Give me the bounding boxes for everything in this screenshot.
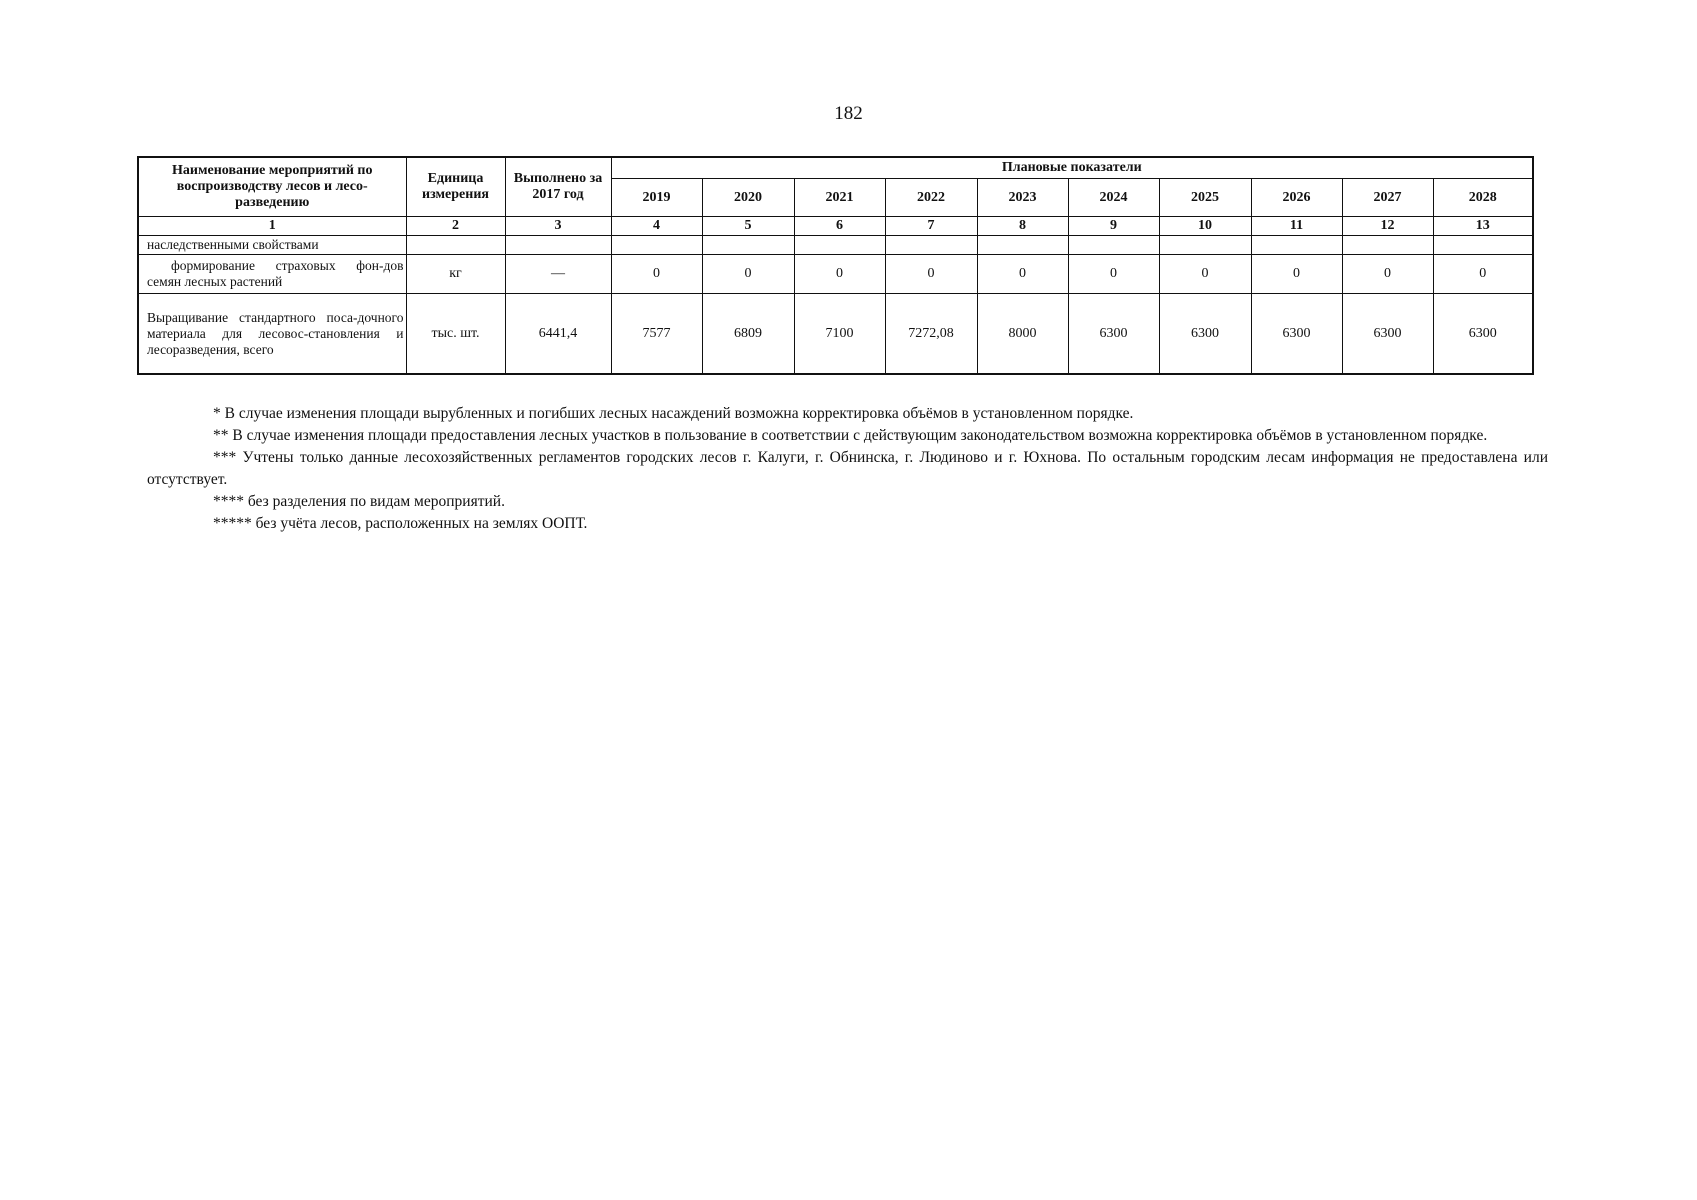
row-name: наследственными свойствами (138, 236, 406, 255)
row-value: 6809 (702, 294, 794, 375)
row-value: 0 (977, 255, 1068, 294)
column-number: 7 (885, 217, 977, 236)
header-plan: Плановые показатели (611, 157, 1533, 179)
footnote: ***** без учёта лесов, расположенных на землях ООПТ. (213, 515, 588, 532)
header-done-2017: Выполнено за 2017 год (505, 157, 611, 217)
row-value: 0 (885, 255, 977, 294)
header-year: 2024 (1068, 179, 1159, 217)
row-value: 6300 (1068, 294, 1159, 375)
header-year: 2021 (794, 179, 885, 217)
table-row (138, 236, 1533, 255)
header-year: 2019 (611, 179, 702, 217)
header-year: 2023 (977, 179, 1068, 217)
row-value: 7272,08 (885, 294, 977, 375)
row-value: 0 (1251, 255, 1342, 294)
row-value (702, 236, 794, 255)
column-number: 8 (977, 217, 1068, 236)
footnote: ** В случае изменения площади предоставления лесных участков в пользование в соответствии с действующим законодательством возможна корректировка объёмов в установленном порядке. (213, 427, 1488, 444)
header-year: 2026 (1251, 179, 1342, 217)
row-name: Выращивание стандартного поса-дочного материала для лесовос-становления и лесоразведения, всего (138, 294, 406, 375)
row-value: 0 (611, 255, 702, 294)
footnotes (147, 403, 1548, 535)
column-number: 12 (1342, 217, 1433, 236)
row-name: формирование страховых фон-дов семян лесных растений (138, 255, 406, 294)
header-unit: Единица измерения (406, 157, 505, 217)
page-number: 182 (834, 103, 863, 124)
column-number: 1 (138, 217, 406, 236)
row-value (794, 236, 885, 255)
column-number: 10 (1159, 217, 1251, 236)
row-value: 0 (1433, 255, 1533, 294)
row-value (1433, 236, 1533, 255)
column-number: 13 (1433, 217, 1533, 236)
header-year: 2022 (885, 179, 977, 217)
row-value: 0 (1159, 255, 1251, 294)
header-year: 2027 (1342, 179, 1433, 217)
table-header-row (138, 157, 1533, 179)
row-unit (406, 236, 505, 255)
row-value: 0 (794, 255, 885, 294)
header-year: 2028 (1433, 179, 1533, 217)
column-number: 11 (1251, 217, 1342, 236)
column-number: 2 (406, 217, 505, 236)
row-value (885, 236, 977, 255)
column-number: 5 (702, 217, 794, 236)
header-year: 2020 (702, 179, 794, 217)
row-value (1159, 236, 1251, 255)
row-value: 6300 (1342, 294, 1433, 375)
row-done: — (505, 255, 611, 294)
column-number: 9 (1068, 217, 1159, 236)
footnote: *** Учтены только данные лесохозяйственных регламентов городских лесов г. Калуги, г. Обнинска, г. Людиново и г. Юхнова. По остальным городским лесам информация не предоставлена или отсутствует. (147, 449, 1548, 488)
row-value (1251, 236, 1342, 255)
row-done (505, 236, 611, 255)
table-row (138, 294, 1533, 375)
row-value: 7577 (611, 294, 702, 375)
row-value: 8000 (977, 294, 1068, 375)
row-unit: тыс. шт. (406, 294, 505, 375)
row-value: 6300 (1251, 294, 1342, 375)
forest-reproduction-table (137, 156, 1534, 375)
header-year: 2025 (1159, 179, 1251, 217)
row-unit: кг (406, 255, 505, 294)
row-value (1068, 236, 1159, 255)
row-value (611, 236, 702, 255)
column-number: 6 (794, 217, 885, 236)
row-value: 0 (1068, 255, 1159, 294)
row-value: 0 (1342, 255, 1433, 294)
row-value (1342, 236, 1433, 255)
row-value: 6300 (1433, 294, 1533, 375)
table-row (138, 255, 1533, 294)
header-name: Наименование мероприятий по воспроизводству лесов и лесо-разведению (138, 157, 406, 217)
row-value (977, 236, 1068, 255)
row-value: 7100 (794, 294, 885, 375)
footnote: * В случае изменения площади вырубленных и погибших лесных насаждений возможна корректировка объёмов в установленном порядке. (213, 405, 1134, 422)
row-done: 6441,4 (505, 294, 611, 375)
column-number: 4 (611, 217, 702, 236)
column-number: 3 (505, 217, 611, 236)
row-value: 6300 (1159, 294, 1251, 375)
row-value: 0 (702, 255, 794, 294)
column-number-row (138, 217, 1533, 236)
footnote: **** без разделения по видам мероприятий. (213, 493, 505, 510)
